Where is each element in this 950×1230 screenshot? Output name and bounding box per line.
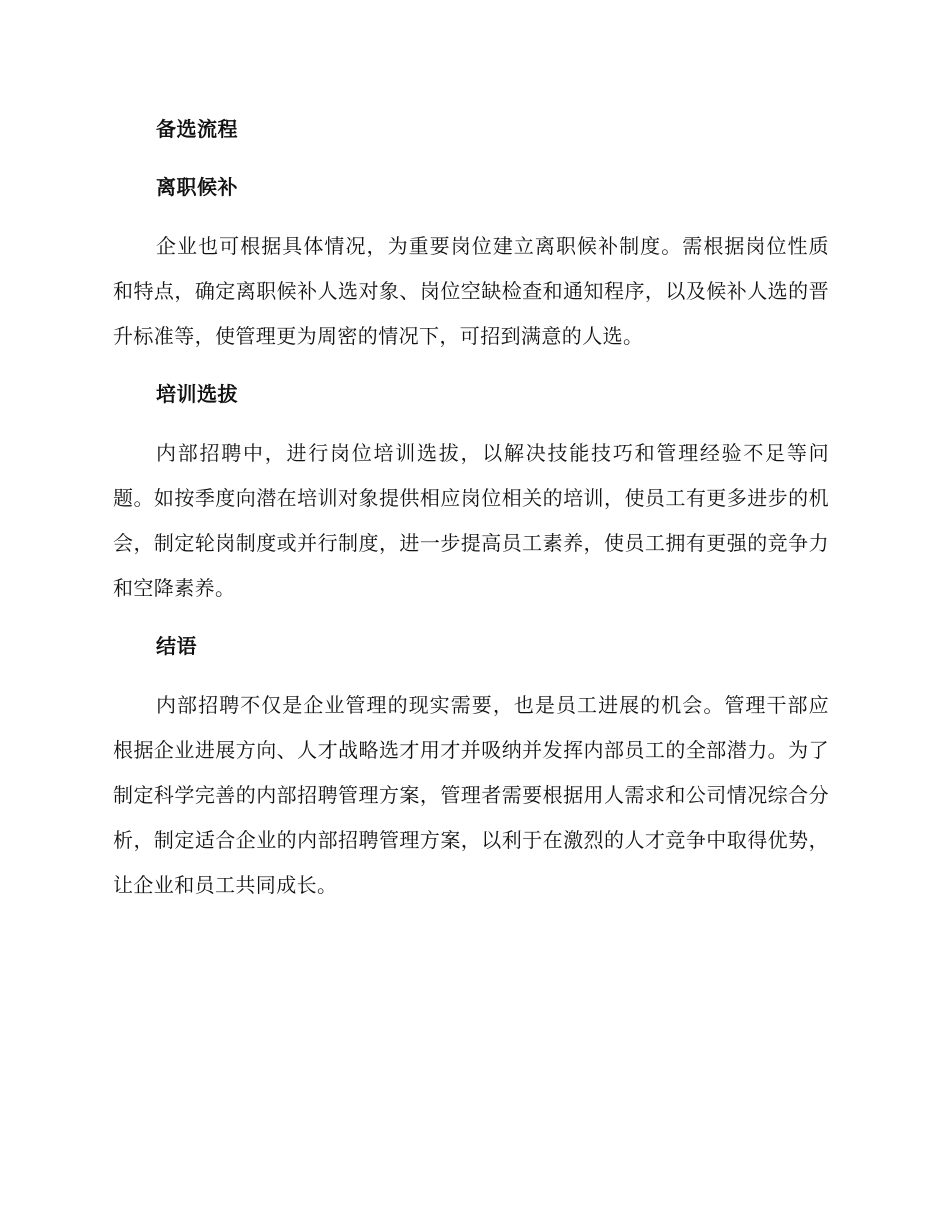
- paragraph-resignation-backup: 企业也可根据具体情况，为重要岗位建立离职候补制度。需根据岗位性质和特点，确定离职候补人选对象、岗位空缺检查和通知程序，以及候补人选的晋升标准等，使管理更为周密的情况下，可招到满意的人选。: [113, 234, 829, 348]
- document-body: [113, 112, 829, 926]
- section-heading-resignation-backup: 离职候补: [156, 175, 238, 199]
- paragraph-training-selection: 内部招聘中，进行岗位培训选拔，以解决技能技巧和管理经验不足等问题。如按季度向潜在培训对象提供相应岗位相关的培训，使员工有更多进步的机会，制定轮岗制度或并行制度，进一步提高员工素养，使员工拥有更强的竞争力和空降素养。: [113, 441, 829, 600]
- section-heading-alternative-process: 备选流程: [156, 117, 238, 141]
- section-heading-conclusion: 结语: [156, 634, 197, 658]
- section-heading-training-selection: 培训选拔: [156, 382, 238, 406]
- paragraph-conclusion: 内部招聘不仅是企业管理的现实需要，也是员工进展的机会。管理干部应根据企业进展方向、人才战略选才用才并吸纳并发挥内部员工的全部潜力。为了制定科学完善的内部招聘管理方案，管理者需要根据用人需求和公司情况综合分析，制定适合企业的内部招聘管理方案，以利于在激烈的人才竞争中取得优势，让企业和员工共同成长。: [113, 693, 829, 897]
